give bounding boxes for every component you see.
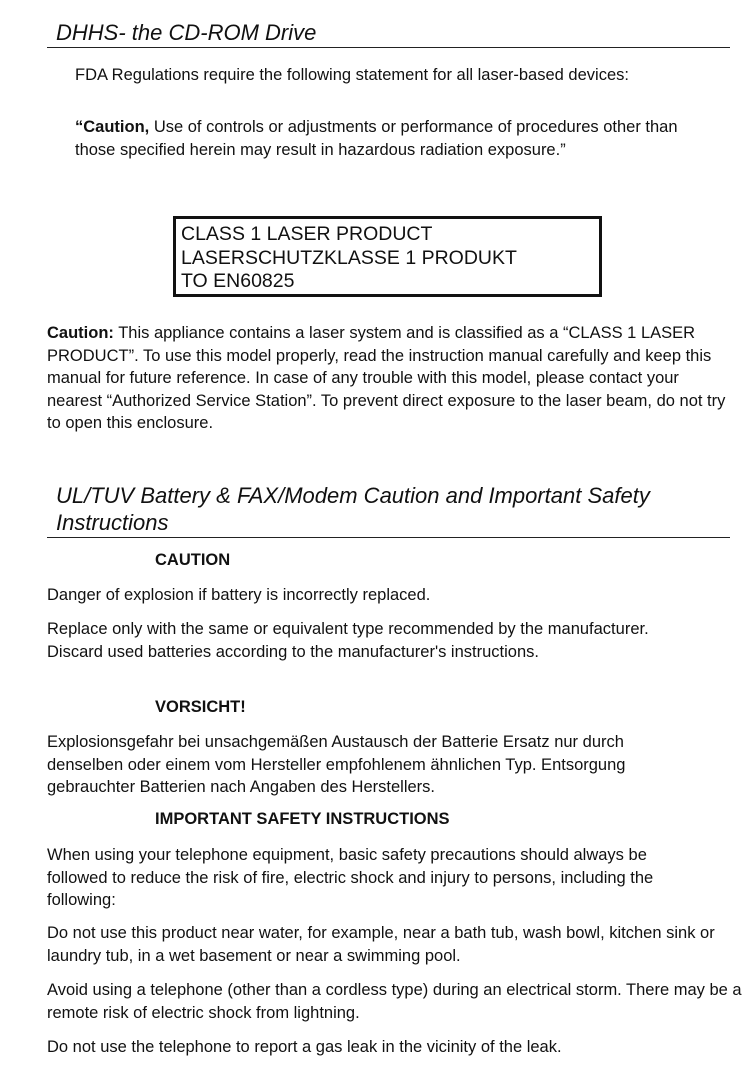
storm-warning-text: Avoid using a telephone (other than a cordless type) during an electrical storm. There may be a remote risk of electric shock from lightning.	[47, 981, 742, 1022]
caution-heading: CAUTION	[155, 551, 231, 569]
appliance-caution-label: Caution:	[47, 324, 114, 342]
vorsicht-text: Explosionsgefahr bei unsachgemäßen Austausch der Batterie Ersatz nur durch denselben oder einem vom Hersteller empfohlenem ähnlichen Typ. Entsorgung gebrauchter Batterien nach Angaben des Herstellers.	[47, 733, 626, 796]
laser-label-line-3: TO EN60825	[181, 270, 295, 292]
safety-intro-text: When using your telephone equipment, basic safety precautions should always be followed to reduce the risk of fire, electric shock and injury to persons, including the following:	[47, 846, 654, 909]
laser-class-label-box	[173, 216, 602, 297]
vorsicht-heading: VORSICHT!	[155, 698, 246, 716]
fda-intro-text: FDA Regulations require the following statement for all laser-based devices:	[75, 66, 629, 84]
section-divider-dhhs	[47, 47, 730, 48]
appliance-caution-paragraph	[47, 322, 737, 435]
laser-label-line-2: LASERSCHUTZKLASSE 1 PRODUKT	[181, 246, 517, 269]
battery-replace-text: Replace only with the same or equivalent type recommended by the manufacturer. Discard used batteries according to the manufacturer's instructions.	[47, 620, 649, 661]
appliance-caution-text: This appliance contains a laser system and is classified as a “CLASS 1 LASER PRODUCT”. To use this model properly, read the instruction manual carefully and keep this manual for future reference. In case of any trouble with this model, please contact your nearest “Authorized Service Station”. To prevent direct exposure to the laser beam, do not try to open this enclosure.	[47, 324, 726, 432]
water-warning-text: Do not use this product near water, for example, near a bath tub, wash bowl, kitchen sink or laundry tub, in a wet basement or near a swimming pool.	[47, 924, 715, 965]
laser-label-line-1: CLASS 1 LASER PRODUCT	[181, 223, 433, 245]
caution-statement	[75, 116, 715, 161]
caution-statement-label: “Caution,	[75, 118, 150, 136]
important-safety-heading: IMPORTANT SAFETY INSTRUCTIONS	[155, 810, 450, 828]
section-title-battery-safety: UL/TUV Battery & FAX/Modem Caution and Important Safety Instructions	[56, 483, 650, 535]
gas-leak-warning-text: Do not use the telephone to report a gas leak in the vicinity of the leak.	[47, 1038, 562, 1056]
section-title-dhhs: DHHS- the CD-ROM Drive	[56, 20, 317, 45]
caution-statement-text: Use of controls or adjustments or performance of procedures other than those specified herein may result in hazardous radiation exposure.”	[75, 118, 678, 159]
explosion-warning-text: Danger of explosion if battery is incorrectly replaced.	[47, 586, 431, 604]
section-divider-battery	[47, 537, 730, 538]
